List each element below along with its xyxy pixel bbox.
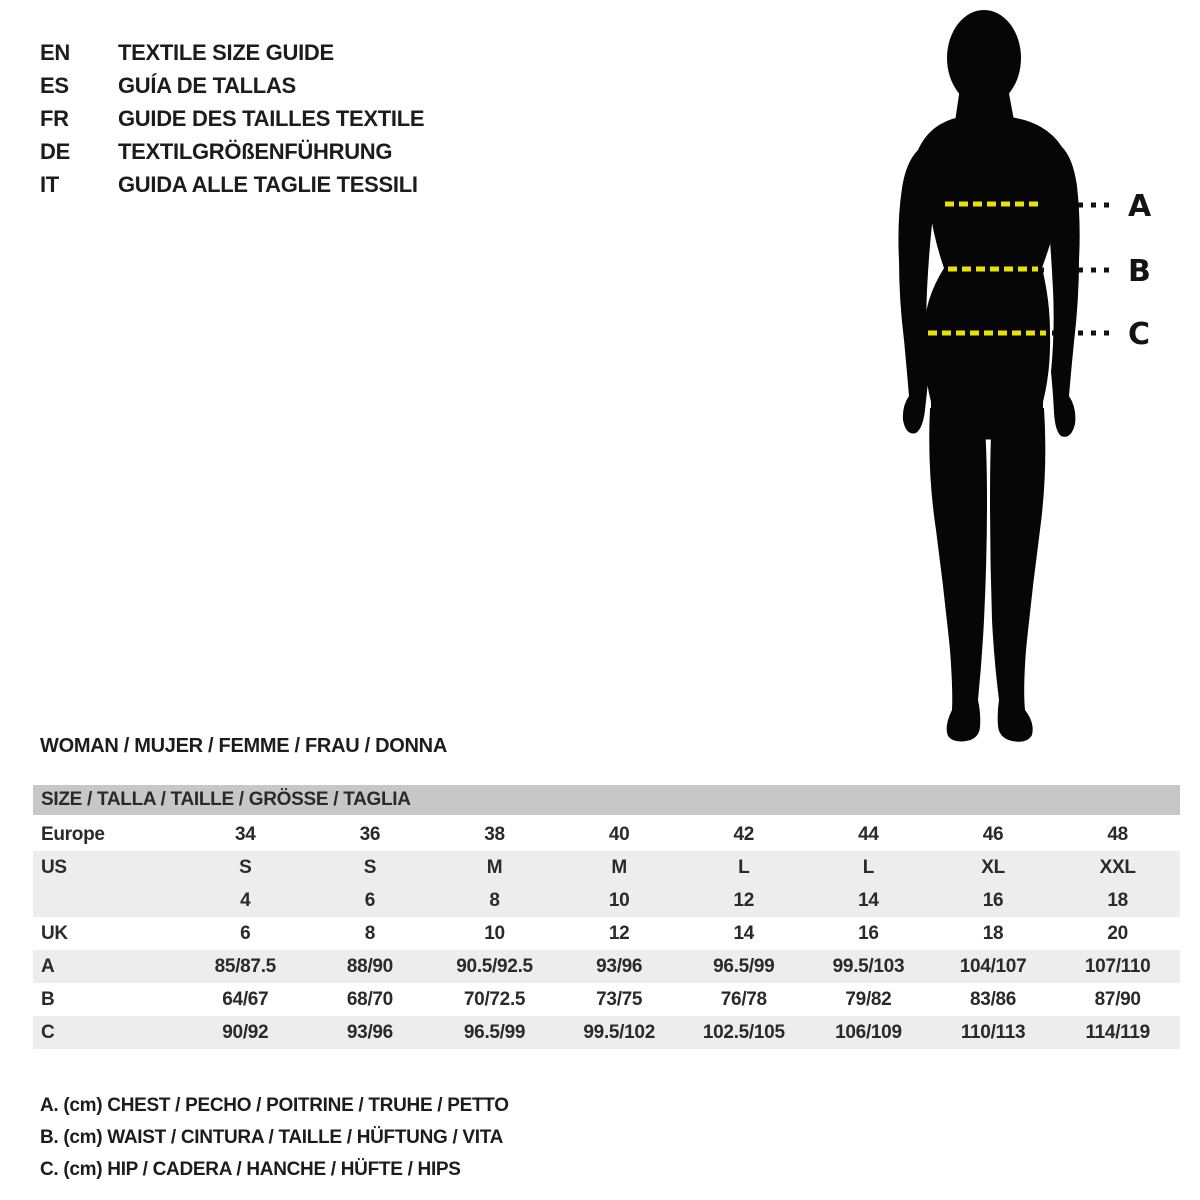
table-cell: 102.5/105	[702, 1022, 785, 1043]
size-table-body	[33, 818, 1180, 1049]
table-cell: L	[862, 857, 875, 878]
lang-code: ES	[40, 72, 69, 98]
table-cell: 44	[858, 824, 879, 845]
woman-silhouette	[898, 10, 1079, 742]
lang-row-en	[40, 36, 424, 69]
lang-row-it	[40, 168, 424, 201]
table-row-label	[33, 884, 183, 917]
lang-code: FR	[40, 105, 69, 131]
table-cell: M	[486, 857, 503, 878]
lang-label: GUIDE DES TAILLES TEXTILE	[118, 105, 425, 131]
table-cell: 14	[733, 923, 755, 944]
legend-line-chest: A. (cm) CHEST / PECHO / POITRINE / TRUHE / PETTO	[40, 1095, 509, 1116]
table-cell: 79/82	[845, 989, 892, 1010]
lang-row-es	[40, 69, 424, 102]
table-cell: 106/109	[835, 1022, 902, 1043]
table-row	[33, 851, 1180, 884]
table-cell: 48	[1107, 824, 1128, 845]
table-cell: 38	[484, 824, 505, 845]
table-cell: 6	[240, 923, 251, 944]
table-row-label: UK	[41, 923, 68, 944]
table-row-label: A	[41, 956, 55, 977]
table-cell: 99.5/103	[832, 956, 905, 977]
table-cell: XL	[981, 857, 1005, 878]
table-cell: 64/67	[222, 989, 269, 1010]
measurement-legend	[40, 1090, 509, 1186]
table-cell: 40	[608, 824, 630, 845]
lang-label: TEXTILGRÖßENFÜHRUNG	[118, 138, 393, 164]
table-cell: 110/113	[960, 1022, 1026, 1043]
marker-letter-a: A	[1128, 189, 1152, 224]
lang-label: GUÍA DE TALLAS	[118, 72, 296, 98]
table-cell: XXL	[1099, 857, 1136, 878]
language-title-list	[40, 36, 424, 201]
table-cell: L	[738, 857, 750, 878]
table-cell: 18	[1107, 890, 1128, 911]
table-row	[33, 917, 1180, 950]
measurement-figure-diagram	[860, 0, 1200, 760]
lang-row-de	[40, 135, 424, 168]
table-cell: 16	[858, 923, 879, 944]
lang-label: TEXTILE SIZE GUIDE	[118, 39, 334, 65]
table-cell: 16	[982, 890, 1004, 911]
table-cell: 83/86	[970, 989, 1017, 1010]
table-row	[33, 818, 1180, 851]
table-cell: 90.5/92.5	[456, 956, 533, 977]
marker-letter-b: B	[1128, 254, 1151, 289]
table-cell: 4	[240, 890, 251, 911]
table-cell: 12	[608, 923, 630, 944]
marker-letter-c: C	[1128, 317, 1151, 352]
table-cell: 10	[484, 923, 505, 944]
silhouette-right-leg	[990, 408, 1045, 742]
table-cell: 12	[733, 890, 755, 911]
table-cell: 73/75	[596, 989, 643, 1010]
size-table	[33, 785, 1180, 1049]
table-row-label: US	[41, 857, 67, 878]
lang-label: GUIDA ALLE TAGLIE TESSILI	[118, 171, 418, 197]
silhouette-left-arm	[898, 150, 933, 433]
section-title-woman: WOMAN / MUJER / FEMME / FRAU / DONNA	[40, 735, 447, 757]
table-row	[33, 884, 1180, 917]
table-cell: S	[363, 857, 377, 878]
lang-code: DE	[40, 138, 70, 164]
table-row-label: C	[41, 1022, 55, 1043]
table-row-label: Europe	[41, 824, 105, 845]
table-cell: 36	[359, 824, 381, 845]
table-cell: 87/90	[1094, 989, 1141, 1010]
table-cell: 104/107	[959, 956, 1027, 977]
table-cell: 90/92	[222, 1022, 269, 1043]
table-cell: 8	[364, 923, 376, 944]
table-cell: 93/96	[346, 1022, 393, 1043]
size-table-header: SIZE / TALLA / TAILLE / GRÖSSE / TAGLIA	[33, 785, 1180, 815]
table-cell: 68/70	[346, 989, 393, 1010]
lang-code: EN	[40, 39, 70, 65]
table-cell: S	[239, 857, 252, 878]
table-row	[33, 950, 1180, 983]
table-row-label: B	[41, 989, 55, 1010]
table-cell: 99.5/102	[583, 1022, 655, 1043]
table-cell: 34	[235, 824, 256, 845]
table-cell: 85/87.5	[214, 956, 276, 977]
table-cell: 76/78	[720, 989, 767, 1010]
legend-line-hip: C. (cm) HIP / CADERA / HANCHE / HÜFTE / HIPS	[40, 1159, 461, 1180]
table-cell: 88/90	[346, 956, 393, 977]
table-cell: 6	[364, 890, 376, 911]
table-row	[33, 983, 1180, 1016]
table-cell: 42	[733, 824, 755, 845]
table-cell: 18	[982, 923, 1004, 944]
table-cell: 96.5/99	[713, 956, 775, 977]
table-cell: 8	[489, 890, 500, 911]
table-cell: 20	[1107, 923, 1128, 944]
table-cell: 14	[858, 890, 879, 911]
lang-row-fr	[40, 102, 424, 135]
lang-code: IT	[40, 171, 59, 197]
table-cell: 107/110	[1084, 956, 1151, 977]
table-cell: 46	[982, 824, 1004, 845]
legend-line-waist: B. (cm) WAIST / CINTURA / TAILLE / HÜFTUNG / VITA	[40, 1127, 504, 1148]
table-row	[33, 1016, 1180, 1049]
silhouette-torso	[918, 117, 1066, 440]
table-cell: 70/72.5	[463, 989, 526, 1010]
silhouette-left-leg	[929, 408, 987, 741]
silhouette-right-arm	[1047, 147, 1079, 437]
table-cell: 114/119	[1085, 1022, 1150, 1043]
table-cell: 96.5/99	[463, 1022, 526, 1043]
table-cell: 93/96	[596, 956, 643, 977]
table-cell: M	[611, 857, 627, 878]
table-cell: 10	[608, 890, 630, 911]
